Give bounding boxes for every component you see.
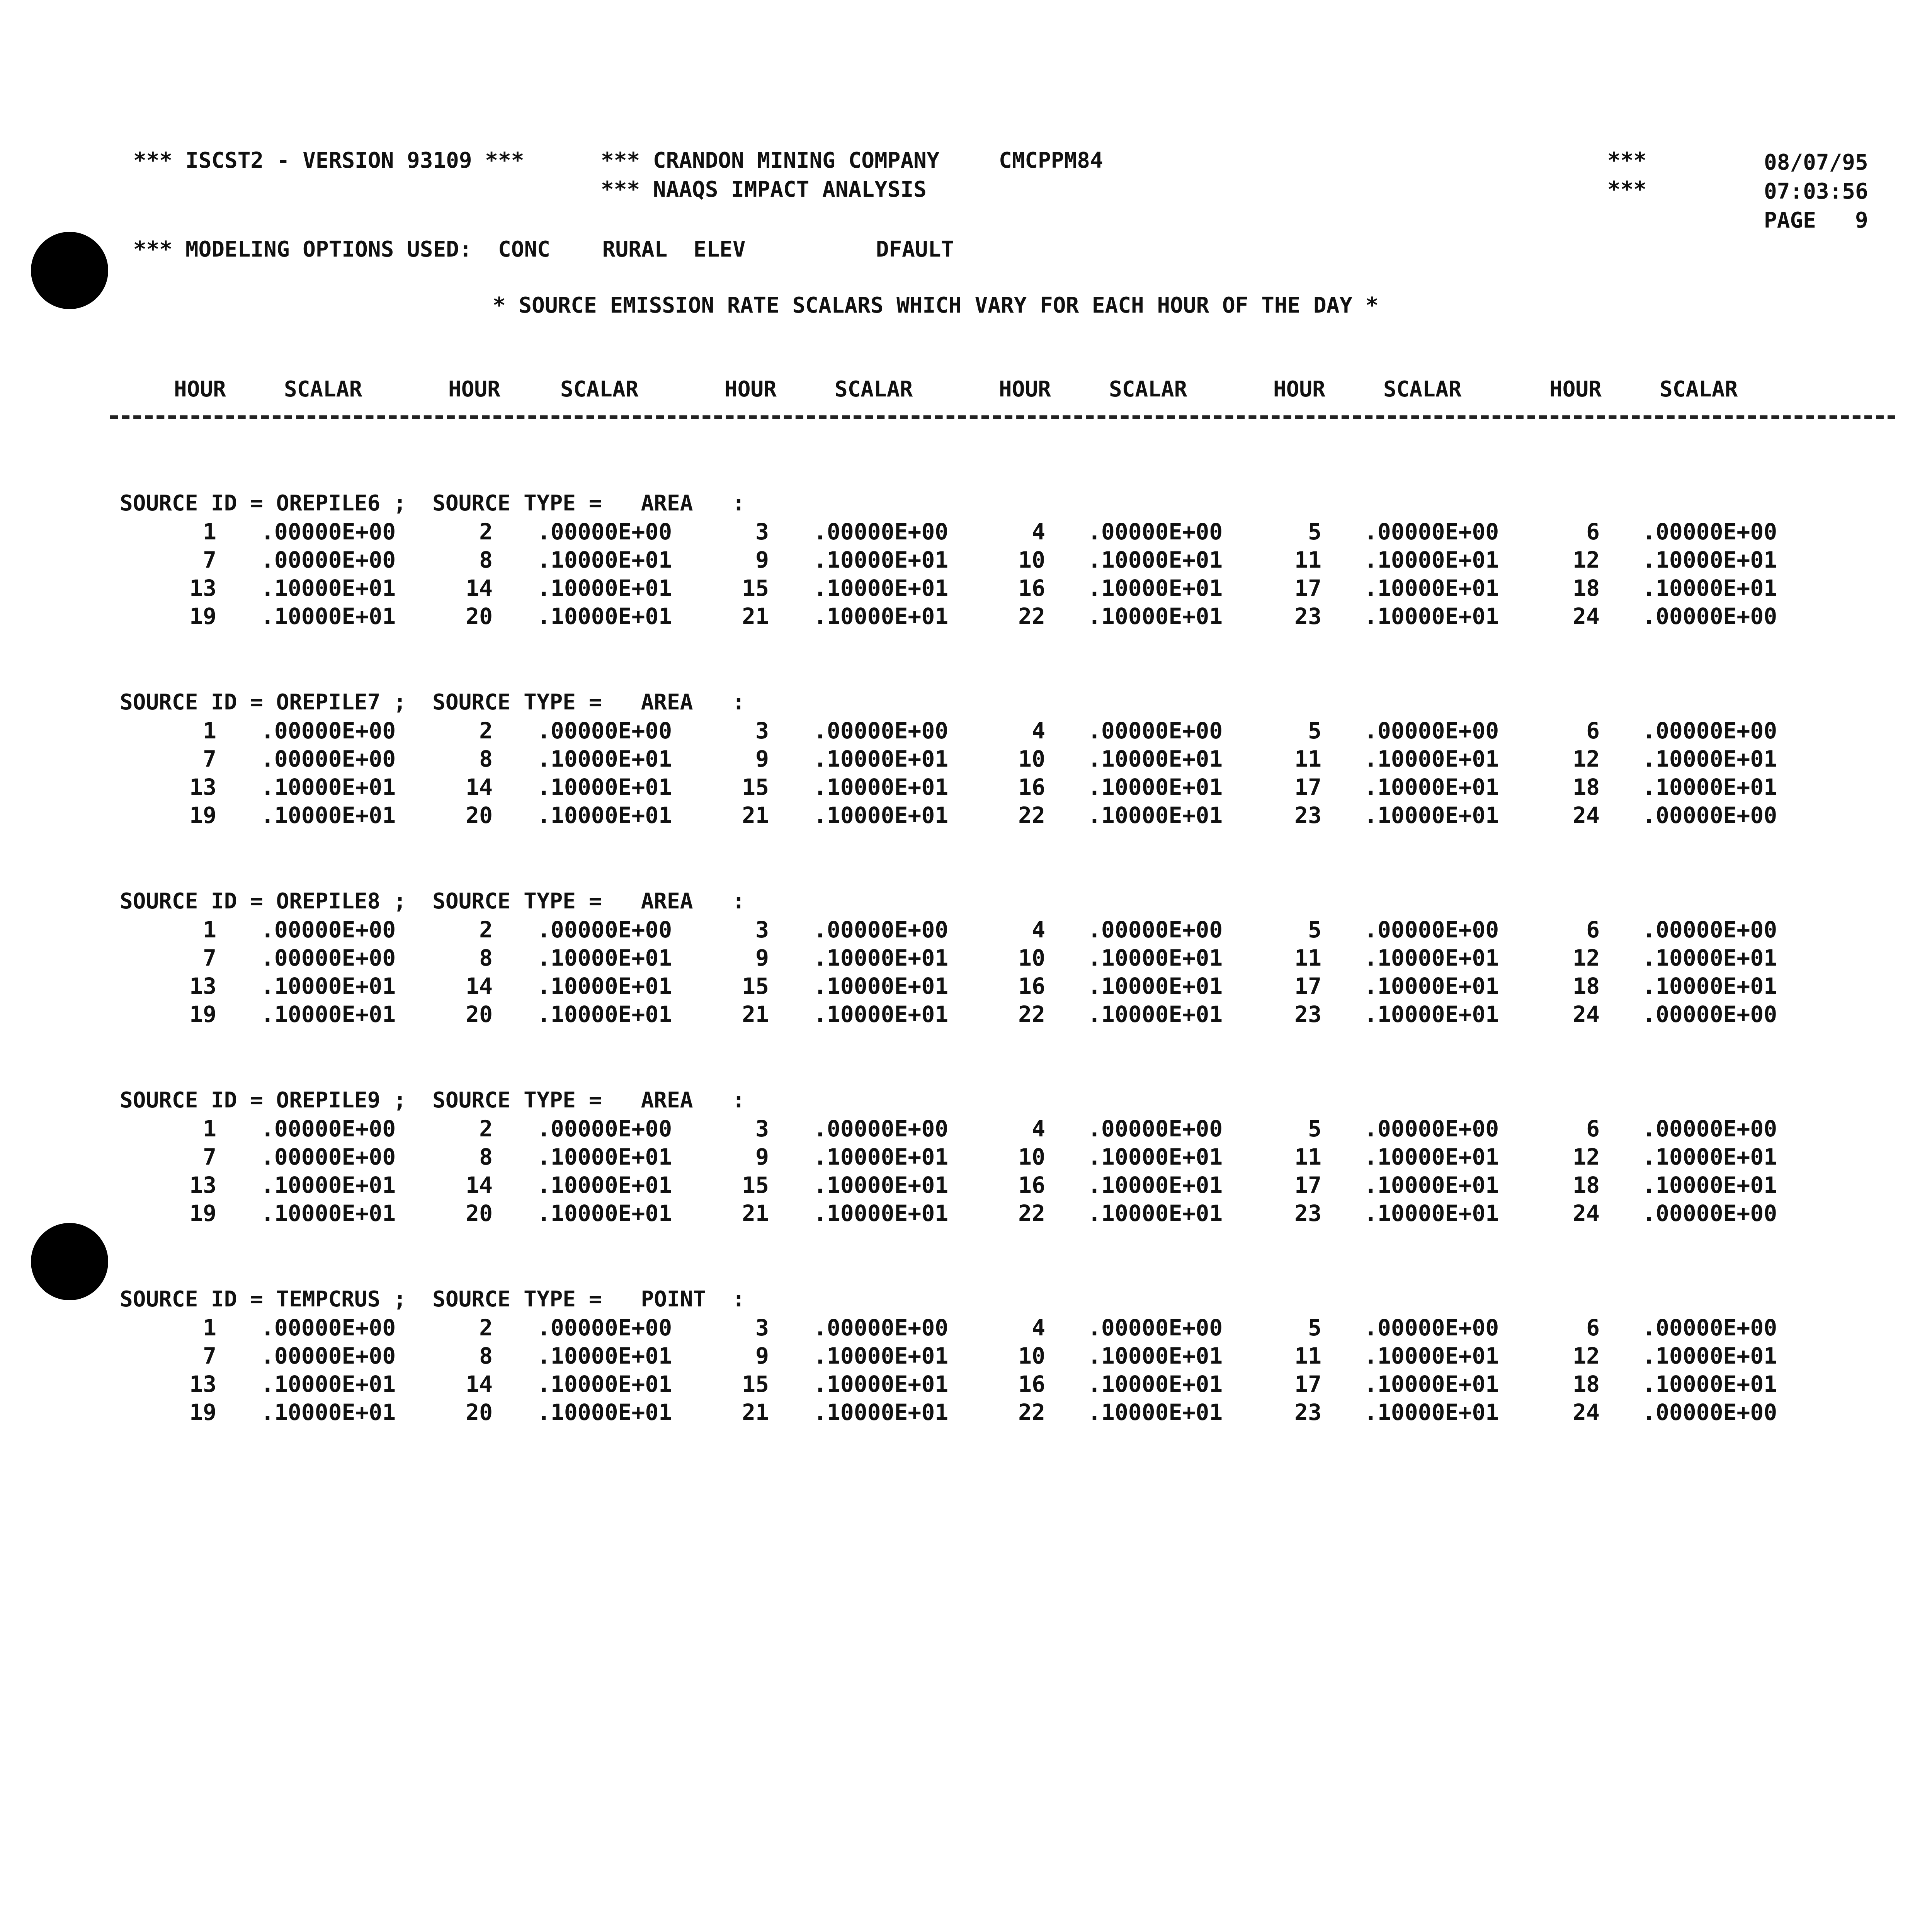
hour-value: 11 [1294, 945, 1321, 971]
hour-value: 6 [1586, 718, 1600, 744]
column-head-hour: HOUR [448, 377, 500, 402]
source-title: SOURCE ID = OREPILE8 ; SOURCE TYPE = AREA : [120, 889, 745, 914]
hour-value: 8 [479, 746, 493, 772]
scalar-value: .10000E+01 [1364, 1172, 1499, 1198]
hour-value: 22 [1018, 1200, 1045, 1226]
hour-value: 17 [1294, 575, 1321, 601]
scalar-value: .00000E+00 [537, 1315, 672, 1341]
scalar-value: .10000E+01 [537, 575, 672, 601]
hour-value: 14 [466, 973, 493, 999]
hour-value: 24 [1573, 603, 1600, 629]
hour-value: 20 [466, 603, 493, 629]
hour-value: 7 [203, 547, 216, 573]
hour-value: 6 [1586, 917, 1600, 943]
scalar-value: .10000E+01 [537, 746, 672, 772]
scalar-value: .10000E+01 [1364, 603, 1499, 629]
hour-value: 12 [1573, 1144, 1600, 1170]
scalar-value: .10000E+01 [1642, 1172, 1777, 1198]
scalar-value: .10000E+01 [813, 1001, 949, 1027]
scalar-value: .00000E+00 [537, 519, 672, 545]
scalar-value: .10000E+01 [813, 774, 949, 800]
hour-value: 9 [755, 547, 769, 573]
hour-value: 21 [742, 802, 769, 828]
hour-value: 19 [189, 802, 216, 828]
scalar-value: .10000E+01 [813, 973, 949, 999]
hour-value: 12 [1573, 746, 1600, 772]
hour-value: 19 [189, 1001, 216, 1027]
hour-value: 13 [189, 1172, 216, 1198]
scalar-value: .10000E+01 [261, 575, 396, 601]
scalar-value: .00000E+00 [1642, 917, 1777, 943]
hour-value: 4 [1032, 1116, 1045, 1142]
hour-value: 10 [1018, 1144, 1045, 1170]
scalar-value: .00000E+00 [1642, 1399, 1777, 1425]
hour-value: 18 [1573, 774, 1600, 800]
hour-value: 10 [1018, 547, 1045, 573]
scalar-value: .10000E+01 [1364, 774, 1499, 800]
scalar-value: .10000E+01 [813, 746, 949, 772]
hour-value: 10 [1018, 945, 1045, 971]
scalar-value: .10000E+01 [1364, 1001, 1499, 1027]
scalar-value: .10000E+01 [1364, 1144, 1499, 1170]
scalar-value: .10000E+01 [537, 547, 672, 573]
hour-value: 13 [189, 575, 216, 601]
scalar-value: .00000E+00 [261, 1116, 396, 1142]
hour-value: 13 [189, 774, 216, 800]
scalar-value: .10000E+01 [537, 1343, 672, 1369]
scalar-value: .00000E+00 [261, 945, 396, 971]
source-title: SOURCE ID = OREPILE7 ; SOURCE TYPE = AREA : [120, 690, 745, 715]
run-date: 08/07/95 [1764, 150, 1868, 175]
hour-value: 7 [203, 746, 216, 772]
scalar-value: .10000E+01 [813, 603, 949, 629]
scalar-value: .10000E+01 [261, 603, 396, 629]
hour-value: 5 [1308, 1116, 1321, 1142]
scalar-value: .10000E+01 [1642, 1371, 1777, 1397]
scalar-value: .10000E+01 [537, 802, 672, 828]
scalar-value: .10000E+01 [1364, 547, 1499, 573]
scalar-value: .00000E+00 [261, 1315, 396, 1341]
hour-value: 2 [479, 917, 493, 943]
hour-value: 16 [1018, 774, 1045, 800]
scalar-value: .10000E+01 [1088, 746, 1223, 772]
scalar-value: .10000E+01 [261, 774, 396, 800]
source-block [116, 1088, 1855, 1242]
hour-value: 22 [1018, 603, 1045, 629]
binder-hole-middle [31, 1223, 108, 1300]
scalar-value: .00000E+00 [1088, 519, 1223, 545]
hour-value: 6 [1586, 1116, 1600, 1142]
run-id: CMCPPM84 [999, 148, 1103, 173]
scalar-value: .10000E+01 [537, 774, 672, 800]
hour-value: 24 [1573, 802, 1600, 828]
source-title: SOURCE ID = TEMPCRUS ; SOURCE TYPE = POINT : [120, 1287, 745, 1312]
scalar-value: .00000E+00 [1642, 1001, 1777, 1027]
scalar-value: .00000E+00 [1642, 1315, 1777, 1341]
analysis-title: *** NAAQS IMPACT ANALYSIS [601, 177, 927, 202]
scalar-value: .00000E+00 [1642, 802, 1777, 828]
scalar-value: .10000E+01 [1642, 547, 1777, 573]
source-title: SOURCE ID = OREPILE9 ; SOURCE TYPE = AREA : [120, 1088, 745, 1113]
scalar-value: .10000E+01 [1088, 774, 1223, 800]
column-head-scalar: SCALAR [560, 377, 639, 402]
scalar-value: .10000E+01 [1364, 1371, 1499, 1397]
column-head-hour: HOUR [174, 377, 226, 402]
header-separator [110, 415, 1895, 419]
scalar-value: .10000E+01 [261, 802, 396, 828]
hour-value: 1 [203, 917, 216, 943]
hour-value: 7 [203, 1144, 216, 1170]
hour-value: 1 [203, 519, 216, 545]
page-indicator: PAGE 9 [1764, 208, 1868, 233]
binder-hole-top [31, 232, 108, 309]
scalar-value: .10000E+01 [1364, 746, 1499, 772]
scalar-value: .00000E+00 [1088, 718, 1223, 744]
scalar-value: .00000E+00 [261, 746, 396, 772]
hour-value: 21 [742, 1001, 769, 1027]
hour-value: 15 [742, 1172, 769, 1198]
hour-value: 20 [466, 1001, 493, 1027]
hour-value: 17 [1294, 1371, 1321, 1397]
hour-value: 19 [189, 1200, 216, 1226]
hour-value: 3 [755, 917, 769, 943]
hour-value: 15 [742, 575, 769, 601]
hour-value: 6 [1586, 519, 1600, 545]
scalar-value: .10000E+01 [813, 1343, 949, 1369]
table-subtitle: * SOURCE EMISSION RATE SCALARS WHICH VARY FOR EACH HOUR OF THE DAY * [493, 293, 1379, 318]
hour-value: 8 [479, 1343, 493, 1369]
scalar-value: .10000E+01 [1364, 1399, 1499, 1425]
hour-value: 23 [1294, 603, 1321, 629]
stars-line-2: *** [1607, 177, 1647, 202]
hour-value: 20 [466, 802, 493, 828]
hour-value: 9 [755, 945, 769, 971]
hour-value: 7 [203, 945, 216, 971]
scalar-value: .00000E+00 [1088, 1116, 1223, 1142]
hour-value: 20 [466, 1399, 493, 1425]
column-head-scalar: SCALAR [835, 377, 913, 402]
scalar-value: .00000E+00 [537, 718, 672, 744]
scalar-value: .10000E+01 [1088, 603, 1223, 629]
hour-value: 2 [479, 1116, 493, 1142]
hour-value: 16 [1018, 575, 1045, 601]
scalar-value: .10000E+01 [1364, 1200, 1499, 1226]
scalar-value: .10000E+01 [813, 1200, 949, 1226]
hour-value: 12 [1573, 547, 1600, 573]
hour-value: 5 [1308, 718, 1321, 744]
hour-value: 14 [466, 1172, 493, 1198]
scalar-value: .10000E+01 [537, 1371, 672, 1397]
scalar-value: .10000E+01 [1088, 1371, 1223, 1397]
source-block [116, 690, 1855, 844]
hour-value: 3 [755, 1116, 769, 1142]
hour-value: 24 [1573, 1399, 1600, 1425]
scalar-value: .00000E+00 [261, 917, 396, 943]
hour-value: 14 [466, 1371, 493, 1397]
hour-value: 21 [742, 603, 769, 629]
scalar-value: .10000E+01 [261, 1371, 396, 1397]
stars-line-1: *** [1607, 148, 1647, 173]
hour-value: 22 [1018, 1001, 1045, 1027]
source-block [116, 1287, 1855, 1441]
run-time: 07:03:56 [1764, 179, 1868, 204]
hour-value: 19 [189, 1399, 216, 1425]
scalar-value: .00000E+00 [813, 519, 949, 545]
scalar-value: .00000E+00 [1364, 1315, 1499, 1341]
hour-value: 23 [1294, 1001, 1321, 1027]
hour-value: 9 [755, 746, 769, 772]
hour-value: 23 [1294, 1200, 1321, 1226]
hour-value: 16 [1018, 1371, 1045, 1397]
hour-value: 5 [1308, 917, 1321, 943]
hour-value: 3 [755, 718, 769, 744]
scalar-value: .00000E+00 [261, 519, 396, 545]
scalar-value: .00000E+00 [813, 1116, 949, 1142]
hour-value: 4 [1032, 917, 1045, 943]
scalar-value: .10000E+01 [261, 1001, 396, 1027]
hour-value: 22 [1018, 802, 1045, 828]
scalar-value: .10000E+01 [813, 547, 949, 573]
hour-value: 14 [466, 575, 493, 601]
scalar-value: .10000E+01 [1642, 774, 1777, 800]
scalar-value: .00000E+00 [1364, 519, 1499, 545]
hour-value: 23 [1294, 1399, 1321, 1425]
scalar-value: .00000E+00 [813, 917, 949, 943]
scalar-value: .00000E+00 [261, 547, 396, 573]
scalar-value: .10000E+01 [1088, 1200, 1223, 1226]
hour-value: 4 [1032, 718, 1045, 744]
hour-value: 2 [479, 519, 493, 545]
hour-value: 8 [479, 945, 493, 971]
scalar-value: .00000E+00 [1088, 917, 1223, 943]
scalar-value: .10000E+01 [1364, 802, 1499, 828]
hour-value: 4 [1032, 1315, 1045, 1341]
hour-value: 24 [1573, 1200, 1600, 1226]
scalar-value: .10000E+01 [537, 1399, 672, 1425]
scalar-value: .10000E+01 [1088, 945, 1223, 971]
scalar-value: .10000E+01 [537, 945, 672, 971]
scalar-value: .00000E+00 [1088, 1315, 1223, 1341]
hour-value: 20 [466, 1200, 493, 1226]
hour-value: 9 [755, 1343, 769, 1369]
column-head-scalar: SCALAR [1109, 377, 1187, 402]
scalar-value: .10000E+01 [1642, 746, 1777, 772]
hour-value: 12 [1573, 1343, 1600, 1369]
scalar-value: .10000E+01 [261, 1172, 396, 1198]
hour-value: 6 [1586, 1315, 1600, 1341]
scalar-value: .10000E+01 [1642, 973, 1777, 999]
column-head-scalar: SCALAR [1660, 377, 1738, 402]
modeling-options: *** MODELING OPTIONS USED: CONC RURAL ELEV DFAULT [133, 237, 954, 262]
hour-value: 1 [203, 1315, 216, 1341]
source-block [116, 889, 1855, 1043]
scalar-value: .10000E+01 [1642, 945, 1777, 971]
hour-value: 5 [1308, 519, 1321, 545]
hour-value: 7 [203, 1343, 216, 1369]
hour-value: 15 [742, 973, 769, 999]
scalar-value: .10000E+01 [813, 1144, 949, 1170]
hour-value: 16 [1018, 1172, 1045, 1198]
hour-value: 8 [479, 1144, 493, 1170]
scalar-value: .00000E+00 [1642, 519, 1777, 545]
column-head-scalar: SCALAR [1383, 377, 1462, 402]
scalar-value: .00000E+00 [1642, 1116, 1777, 1142]
scalar-value: .00000E+00 [261, 1144, 396, 1170]
scalar-value: .10000E+01 [813, 1172, 949, 1198]
scalar-value: .10000E+01 [537, 973, 672, 999]
hour-value: 19 [189, 603, 216, 629]
hour-value: 2 [479, 1315, 493, 1341]
scalar-value: .10000E+01 [261, 1399, 396, 1425]
hour-value: 21 [742, 1200, 769, 1226]
hour-value: 15 [742, 1371, 769, 1397]
scalar-value: .00000E+00 [1642, 718, 1777, 744]
hour-value: 11 [1294, 1343, 1321, 1369]
hour-value: 10 [1018, 746, 1045, 772]
scalar-value: .10000E+01 [537, 1144, 672, 1170]
column-head-scalar: SCALAR [284, 377, 362, 402]
scalar-value: .10000E+01 [813, 1399, 949, 1425]
scalar-value: .10000E+01 [1364, 973, 1499, 999]
hour-value: 2 [479, 718, 493, 744]
scalar-value: .10000E+01 [1088, 973, 1223, 999]
scalar-value: .00000E+00 [1642, 603, 1777, 629]
source-title: SOURCE ID = OREPILE6 ; SOURCE TYPE = AREA : [120, 491, 745, 516]
hour-value: 3 [755, 519, 769, 545]
hour-value: 18 [1573, 1371, 1600, 1397]
scalar-value: .10000E+01 [537, 1200, 672, 1226]
hour-value: 14 [466, 774, 493, 800]
scalar-value: .10000E+01 [813, 575, 949, 601]
scalar-value: .00000E+00 [537, 917, 672, 943]
hour-value: 1 [203, 718, 216, 744]
hour-value: 17 [1294, 973, 1321, 999]
scalar-value: .10000E+01 [813, 1371, 949, 1397]
hour-value: 8 [479, 547, 493, 573]
scalar-value: .10000E+01 [1642, 1144, 1777, 1170]
hour-value: 24 [1573, 1001, 1600, 1027]
column-head-hour: HOUR [724, 377, 777, 402]
hour-value: 9 [755, 1144, 769, 1170]
scalar-value: .10000E+01 [1364, 575, 1499, 601]
scalar-value: .10000E+01 [813, 802, 949, 828]
scalar-value: .00000E+00 [261, 718, 396, 744]
scalar-value: .10000E+01 [1364, 945, 1499, 971]
hour-value: 17 [1294, 1172, 1321, 1198]
hour-value: 15 [742, 774, 769, 800]
hour-value: 5 [1308, 1315, 1321, 1341]
scalar-value: .10000E+01 [537, 1172, 672, 1198]
scalar-value: .10000E+01 [1088, 1343, 1223, 1369]
hour-value: 11 [1294, 746, 1321, 772]
hour-value: 12 [1573, 945, 1600, 971]
scalar-value: .10000E+01 [537, 603, 672, 629]
scalar-value: .10000E+01 [1088, 1144, 1223, 1170]
scalar-value: .10000E+01 [537, 1001, 672, 1027]
scalar-value: .00000E+00 [261, 1343, 396, 1369]
scalar-value: .10000E+01 [1088, 1399, 1223, 1425]
scalar-value: .10000E+01 [1088, 547, 1223, 573]
column-head-hour: HOUR [1549, 377, 1602, 402]
scalar-value: .10000E+01 [1088, 1172, 1223, 1198]
hour-value: 4 [1032, 519, 1045, 545]
scalar-value: .10000E+01 [1642, 575, 1777, 601]
hour-value: 21 [742, 1399, 769, 1425]
scalar-value: .00000E+00 [813, 1315, 949, 1341]
hour-value: 3 [755, 1315, 769, 1341]
hour-value: 17 [1294, 774, 1321, 800]
hour-value: 1 [203, 1116, 216, 1142]
scalar-value: .00000E+00 [813, 718, 949, 744]
hour-value: 11 [1294, 547, 1321, 573]
company-name: *** CRANDON MINING COMPANY [601, 148, 940, 173]
scalar-value: .10000E+01 [1088, 802, 1223, 828]
scalar-value: .00000E+00 [1642, 1200, 1777, 1226]
scalar-value: .00000E+00 [1364, 917, 1499, 943]
scalar-value: .10000E+01 [261, 1200, 396, 1226]
hour-value: 18 [1573, 973, 1600, 999]
program-version: *** ISCST2 - VERSION 93109 *** [133, 148, 524, 173]
hour-value: 18 [1573, 1172, 1600, 1198]
scalar-value: .10000E+01 [1364, 1343, 1499, 1369]
scalar-value: .10000E+01 [1088, 1001, 1223, 1027]
scalar-value: .00000E+00 [1364, 1116, 1499, 1142]
column-head-hour: HOUR [1273, 377, 1325, 402]
hour-value: 22 [1018, 1399, 1045, 1425]
source-block [116, 491, 1855, 645]
column-head-hour: HOUR [999, 377, 1051, 402]
hour-value: 10 [1018, 1343, 1045, 1369]
hour-value: 16 [1018, 973, 1045, 999]
hour-value: 23 [1294, 802, 1321, 828]
hour-value: 13 [189, 973, 216, 999]
hour-value: 18 [1573, 575, 1600, 601]
hour-value: 11 [1294, 1144, 1321, 1170]
scalar-value: .10000E+01 [1642, 1343, 1777, 1369]
hour-value: 13 [189, 1371, 216, 1397]
scalar-value: .10000E+01 [813, 945, 949, 971]
scalar-value: .00000E+00 [537, 1116, 672, 1142]
scalar-value: .10000E+01 [1088, 575, 1223, 601]
scalar-value: .00000E+00 [1364, 718, 1499, 744]
scalar-value: .10000E+01 [261, 973, 396, 999]
